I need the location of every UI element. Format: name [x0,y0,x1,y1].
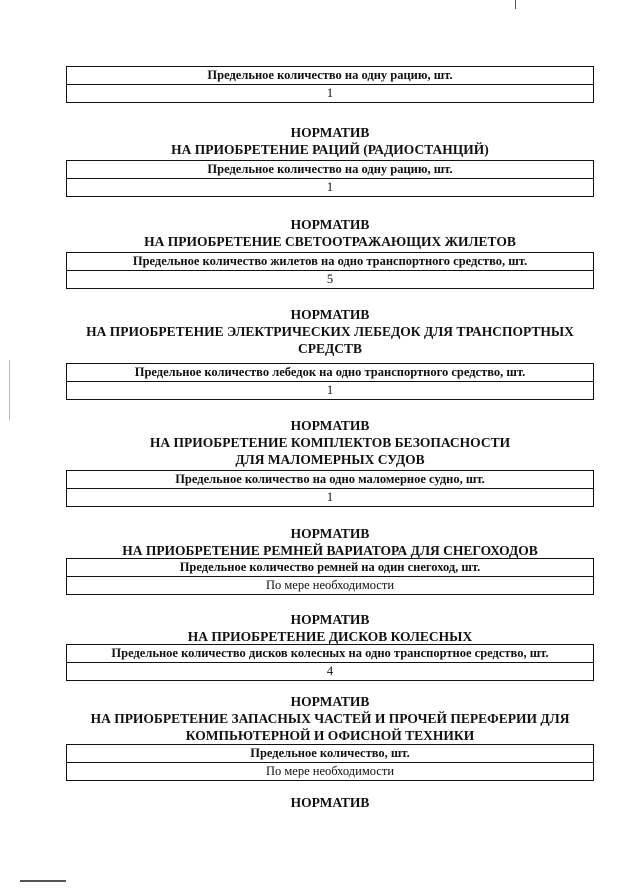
section-subtitle: НА ПРИОБРЕТЕНИЕ КОМПЛЕКТОВ БЕЗОПАСНОСТИ [149,435,511,450]
section-subtitle: НА ПРИОБРЕТЕНИЕ РАЦИЙ (РАДИОСТАНЦИЙ) [171,142,489,157]
table-value: 1 [326,180,334,194]
section-title: НОРМАТИВ [290,795,370,810]
section-heading [40,417,620,468]
section-heading [40,525,620,559]
scan-mark-top [515,0,516,9]
norm-table [66,644,594,681]
final-section-title [40,794,620,811]
section-subtitle: НА ПРИОБРЕТЕНИЕ ДИСКОВ КОЛЕСНЫХ [187,629,473,644]
norm-table [66,252,594,289]
table-value: 1 [326,86,334,100]
table-header: Предельное количество лебедок на одно транспортного средство, шт. [67,364,593,382]
section-title: НОРМАТИВ [290,694,370,709]
section-subtitle: НА ПРИОБРЕТЕНИЕ РЕМНЕЙ ВАРИАТОРА ДЛЯ СНЕГОХОДОВ [122,543,538,558]
table-header: Предельное количество на одно маломерное судно, шт. [67,471,593,489]
section-title: НОРМАТИВ [290,418,370,433]
norm-table [66,470,594,507]
section-subtitle-line-2: ДЛЯ МАЛОМЕРНЫХ СУДОВ [235,452,425,467]
section-subtitle: НА ПРИОБРЕТЕНИЕ СВЕТООТРАЖАЮЩИХ ЖИЛЕТОВ [144,234,516,249]
section-heading [40,124,620,158]
table-value: 1 [326,490,334,504]
section-title: НОРМАТИВ [290,307,370,322]
section-subtitle-line-2: СРЕДСТВ [297,341,363,356]
table-value: 1 [326,383,334,397]
section-subtitle-line-2: КОМПЬЮТЕРНОЙ И ОФИСНОЙ ТЕХНИКИ [185,728,475,743]
norm-table-radio-limit [66,66,594,103]
table-header: Предельное количество на одну рацию, шт. [67,67,593,85]
table-value: 5 [326,272,334,286]
section-title: НОРМАТИВ [290,217,370,232]
table-header: Предельное количество дисков колесных на одно транспортное средство, шт. [67,645,593,663]
table-value: По мере необходимости [265,578,395,592]
norm-table [66,160,594,197]
table-header: Предельное количество жилетов на одно транспортного средство, шт. [67,253,593,271]
table-header: Предельное количество на одну рацию, шт. [67,161,593,179]
norm-table [66,558,594,595]
section-subtitle: НА ПРИОБРЕТЕНИЕ ЭЛЕКТРИЧЕСКИХ ЛЕБЕДОК ДЛЯ ТРАНСПОРТНЫХ [86,324,574,339]
table-value: 4 [326,664,334,678]
section-heading [40,306,620,357]
section-title: НОРМАТИВ [290,612,370,627]
section-heading [40,611,620,645]
table-header: Предельное количество ремней на один снегоход, шт. [67,559,593,577]
section-title: НОРМАТИВ [290,125,370,140]
norm-table [66,744,594,781]
section-subtitle: НА ПРИОБРЕТЕНИЕ ЗАПАСНЫХ ЧАСТЕЙ И ПРОЧЕЙ ПЕРЕФЕРИИ ДЛЯ [90,711,570,726]
table-value: По мере необходимости [265,764,395,778]
scan-mark-bottom [20,880,66,882]
norm-table [66,363,594,400]
scan-mark-left [9,360,10,420]
section-title: НОРМАТИВ [290,526,370,541]
table-header: Предельное количество, шт. [67,745,593,763]
section-heading [40,693,620,744]
section-heading [40,216,620,250]
